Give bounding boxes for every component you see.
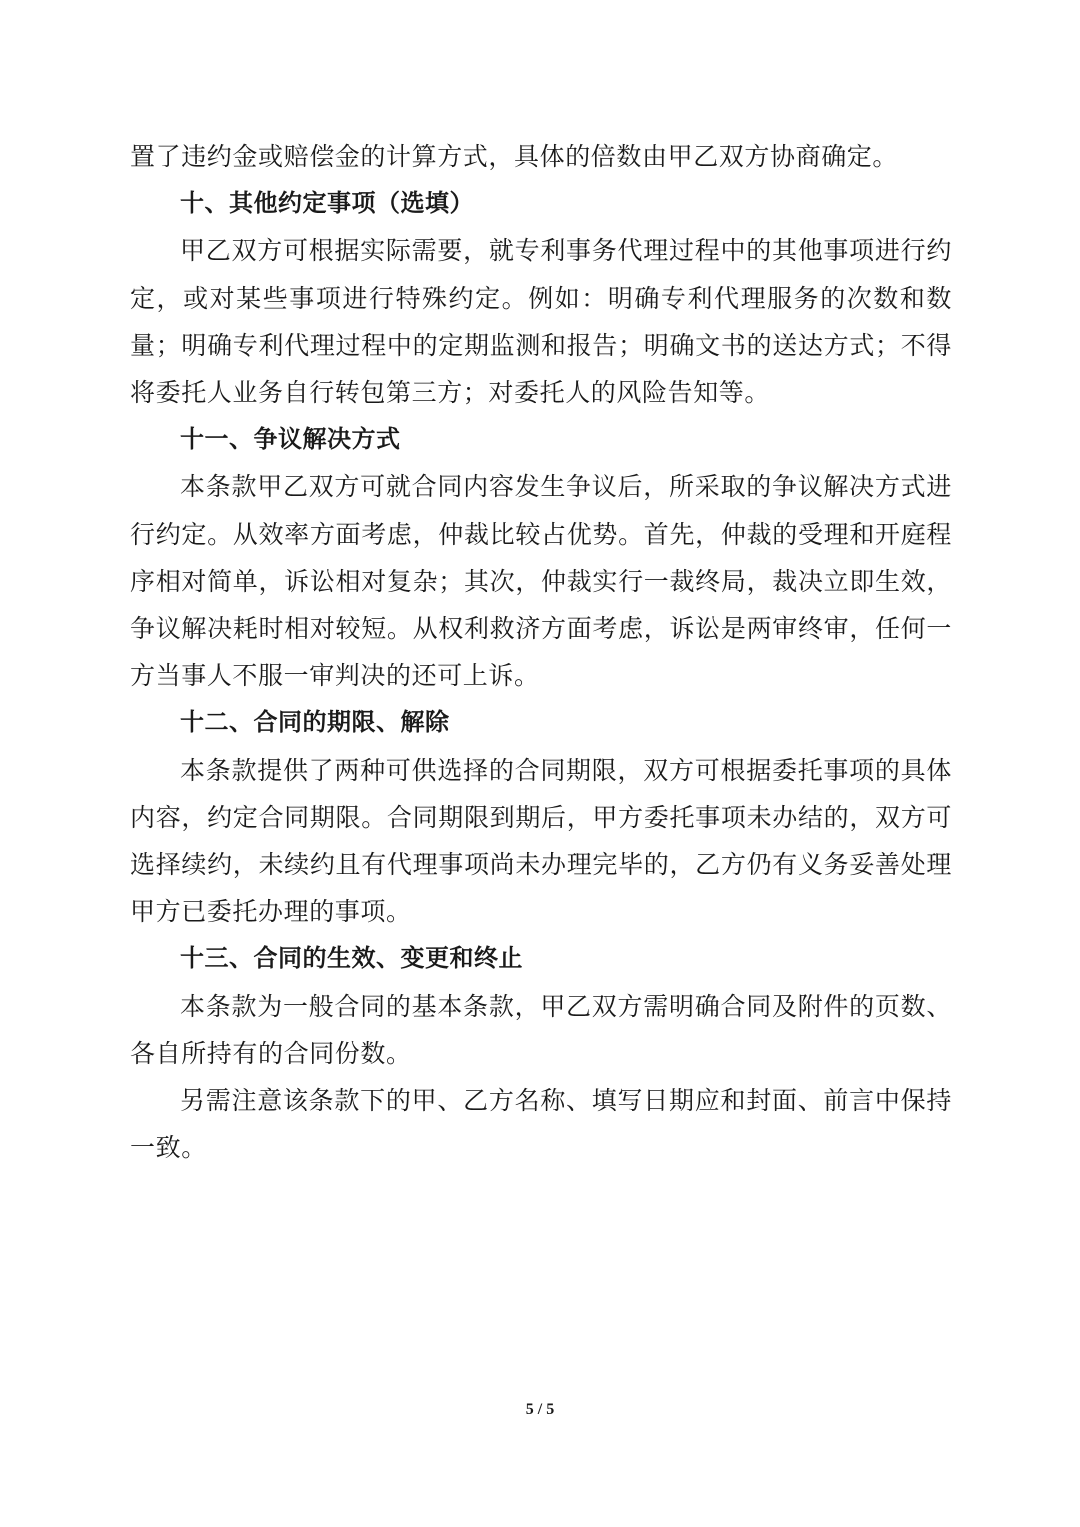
section-heading-13: 十三、合同的生效、变更和终止 [180, 944, 523, 973]
section-heading-10: 十、其他约定事项（选填） [180, 189, 474, 218]
paragraph-contract-term: 本条款提供了两种可供选择的合同期限，双方可根据委托事项的具体内容，约定合同期限。合同期限到期后，甲方委托事项未办结的，双方可选择续约，未续约且有代理事项尚未办理完毕的，乙方仍有义务妥善处理甲方已委托办理的事项。 [130, 755, 952, 927]
paragraph-dispute-resolution: 本条款甲乙双方可就合同内容发生争议后，所采取的争议解决方式进行约定。从效率方面考虑，仲裁比较占优势。首先，仲裁的受理和开庭程序相对简单，诉讼相对复杂；其次，仲裁实行一裁终局，裁决立即生效，争议解决耗时相对较短。从权利救济方面考虑，诉讼是两审终审，任何一方当事人不服一审判决的还可上诉。 [130, 472, 952, 691]
section-heading-12: 十二、合同的期限、解除 [180, 708, 450, 737]
page-number: 5 / 5 [525, 1401, 555, 1418]
paragraph-effectiveness: 本条款为一般合同的基本条款，甲乙双方需明确合同及附件的页数、各自所持有的合同份数。 [130, 991, 952, 1068]
section-heading-11: 十一、争议解决方式 [180, 425, 401, 454]
paragraph-continuation: 置了违约金或赔偿金的计算方式，具体的倍数由甲乙双方协商确定。 [130, 142, 899, 171]
document-body [130, 133, 952, 1171]
paragraph-consistency-note: 另需注意该条款下的甲、乙方名称、填写日期应和封面、前言中保持一致。 [130, 1086, 952, 1163]
paragraph-other-matters: 甲乙双方可根据实际需要，就专利事务代理过程中的其他事项进行约定，或对某些事项进行特殊约定。例如：明确专利代理服务的次数和数量；明确专利代理过程中的定期监测和报告；明确文书的送达方式；不得将委托人业务自行转包第三方；对委托人的风险告知等。 [130, 236, 952, 408]
